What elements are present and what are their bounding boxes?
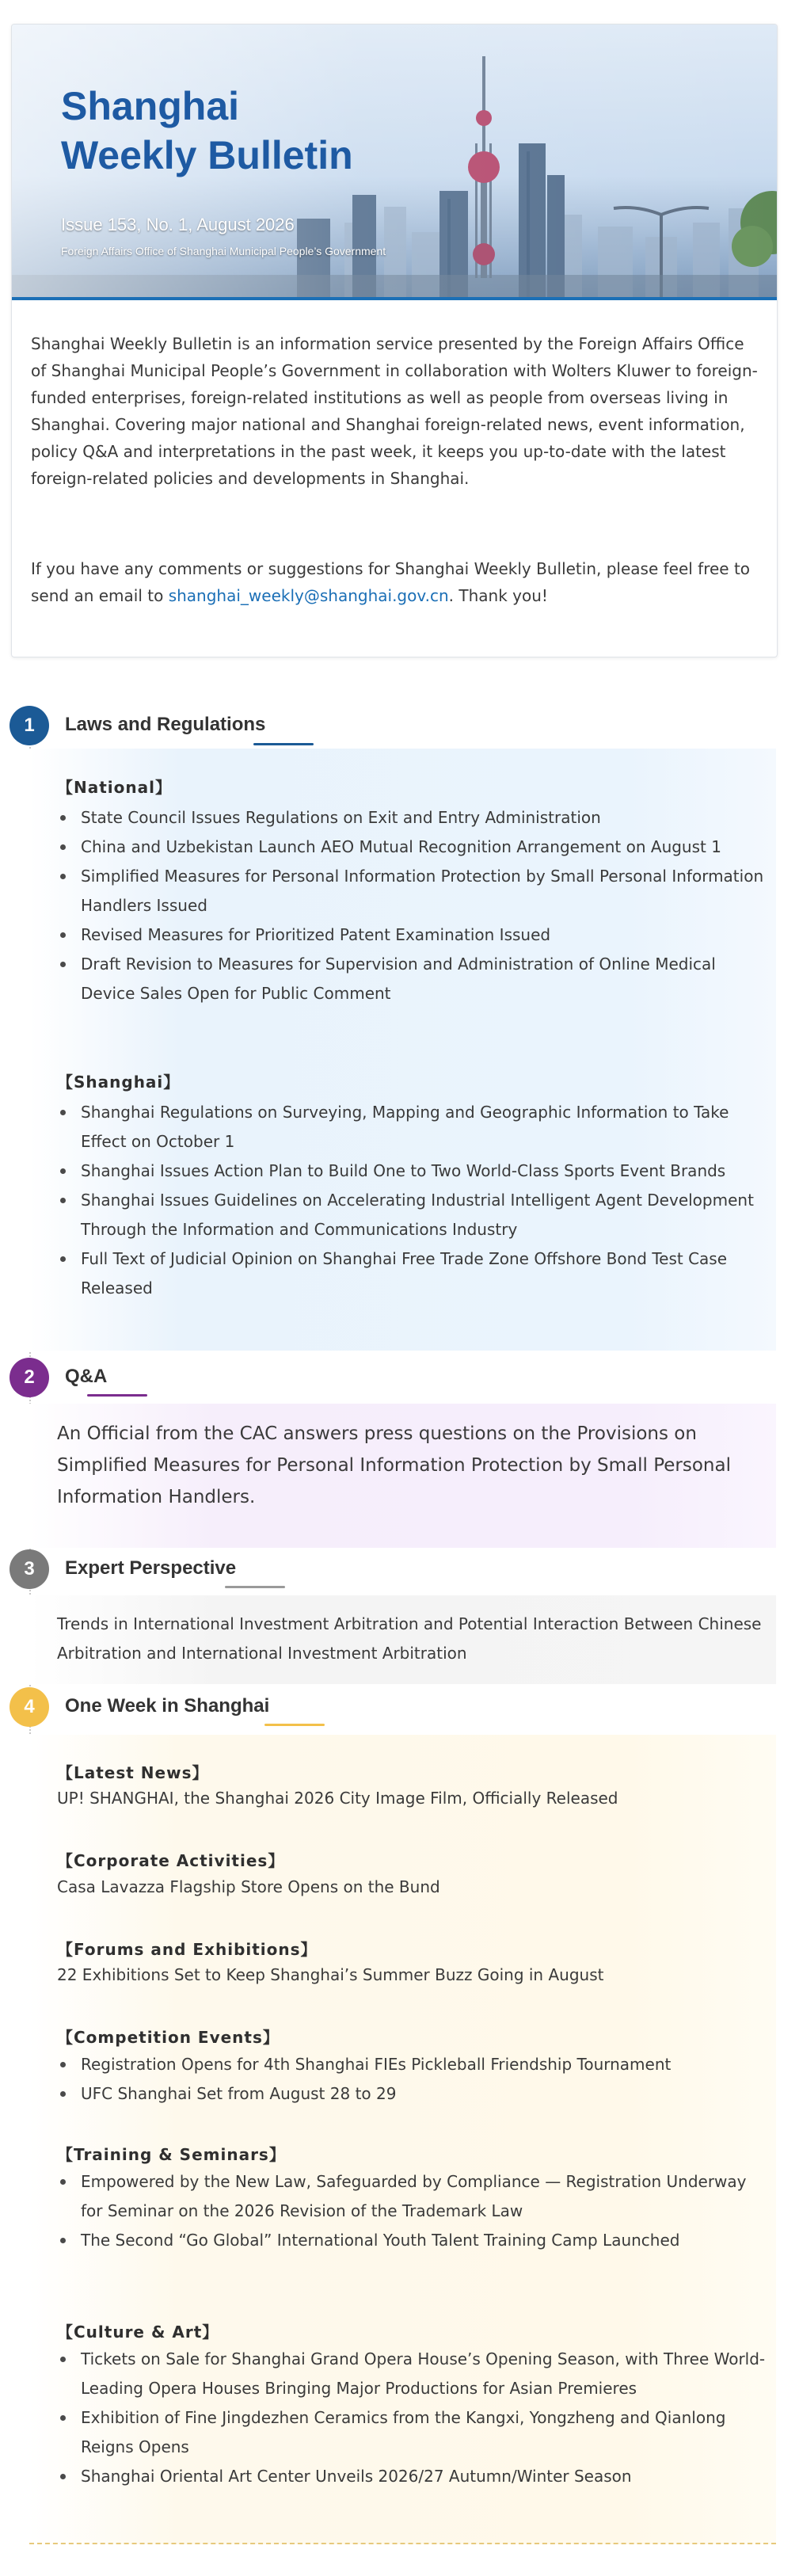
news-item[interactable] [57,2050,770,2079]
news-item[interactable] [57,2345,770,2403]
news-item[interactable] [57,1157,770,1186]
competition-list [57,2050,770,2109]
section-title-underline [87,1394,147,1397]
section-title-underline [253,743,314,745]
news-item-text: Revised Measures for Prioritized Patent Examination Issued [81,925,551,944]
group-heading-corporate: 【Corporate Activities】 [57,1851,285,1870]
news-item[interactable] [57,2462,770,2491]
section-number: 2 [24,1366,35,1388]
news-item[interactable] [57,1186,770,1244]
qa-summary-link[interactable]: An Official from the CAC answers press questions on the Provisions on Simplified Measures for Personal Information Protection by Small Personal Information Handlers. [57,1423,731,1507]
contact-email-link[interactable]: shanghai_weekly@shanghai.gov.cn [168,586,449,605]
latest-news-link[interactable]: UP! SHANGHAI, the Shanghai 2026 City Image Film, Officially Released [57,1789,618,1808]
intro-paragraph: Shanghai Weekly Bulletin is an information service presented by the Foreign Affairs Office of Shanghai Municipal People’s Government in collaboration with Wolters Kluwer to foreign-funded enterprises, foreign-related institutions as well as people from overseas living in Shanghai. Covering major national and Shanghai foreign-related news, event information, policy Q&A and interpretations in the past week, it keeps you up-to-date with the latest foreign-related policies and developments in Shanghai. [31,334,758,488]
news-item-text: Exhibition of Fine Jingdezhen Ceramics from the Kangxi, Yongzheng and Qianlong Reigns Opens [81,2408,726,2456]
news-item-text: Draft Revision to Measures for Supervision and Administration of Online Medical Device Sales Open for Public Comment [81,955,716,1003]
training-list [57,2167,770,2255]
news-item[interactable] [57,803,770,833]
news-item[interactable] [57,2403,770,2462]
section-title-qa: Q&A [65,1366,108,1387]
news-item-text: Shanghai Regulations on Surveying, Mapping and Geographic Information to Take Effect on October 1 [81,1103,729,1151]
section-title-underline [225,1586,285,1588]
news-item-text: Tickets on Sale for Shanghai Grand Opera House’s Opening Season, with Three World-Leading Opera Houses Bringing Major Productions for Asian Premieres [81,2349,766,2398]
banner [12,25,777,300]
section-title-underline [264,1724,325,1726]
bulletin-title-line-2: Weekly Bulletin [61,133,353,177]
group-heading-culture: 【Culture & Art】 [57,2323,219,2342]
shanghai-news-list [57,1098,770,1303]
news-item[interactable] [57,833,770,862]
contact-text-before: If you have any comments or suggestions for Shanghai Weekly Bulletin, please feel free to send an email to [31,559,751,605]
section-number-badge [10,1358,49,1397]
group-heading-training: 【Training & Seminars】 [57,2145,286,2164]
news-item[interactable] [57,2079,770,2109]
section-title-laws: Laws and Regulations [65,714,266,735]
section-number-badge [10,1687,49,1727]
publisher-org: Foreign Affairs Office of Shanghai Municipal People’s Government [61,245,386,257]
contact-text-after: . Thank you! [448,586,548,605]
group-heading-latest-news: 【Latest News】 [57,1763,209,1782]
national-news-list [57,803,770,1008]
news-item-text: Shanghai Issues Action Plan to Build One to Two World-Class Sports Event Brands [81,1161,726,1180]
news-item-text: Shanghai Issues Guidelines on Accelerating Industrial Intelligent Agent Development Through the Information and Communications Industry [81,1191,754,1239]
section-number: 4 [24,1696,35,1717]
forums-news-link[interactable]: 22 Exhibitions Set to Keep Shanghai’s Summer Buzz Going in August [57,1965,604,1984]
news-item[interactable] [57,2167,770,2226]
news-item-text: Simplified Measures for Personal Information Protection by Small Personal Information Handlers Issued [81,867,764,915]
news-item-text: The Second “Go Global” International Youth Talent Training Camp Launched [81,2231,680,2250]
news-item[interactable] [57,862,770,920]
contact-paragraph [31,555,759,609]
corporate-news-link[interactable]: Casa Lavazza Flagship Store Opens on the Bund [57,1877,440,1896]
section-number: 1 [24,714,35,736]
expert-article-link[interactable]: Trends in International Investment Arbitration and Potential Interaction Between Chinese Arbitration and International Investment Arbitration [57,1614,762,1663]
group-heading-forums: 【Forums and Exhibitions】 [57,1940,318,1959]
news-item-text: Shanghai Oriental Art Center Unveils 2026/27 Autumn/Winter Season [81,2467,632,2486]
section-title-one-week: One Week in Shanghai [65,1695,270,1717]
news-item-text: State Council Issues Regulations on Exit and Entry Administration [81,808,601,827]
bulletin-title [61,82,353,180]
group-heading-shanghai: 【Shanghai】 [57,1073,181,1092]
news-item-text: Empowered by the New Law, Safeguarded by Compliance — Registration Underway for Seminar on the 2026 Revision of the Trademark Law [81,2172,747,2220]
section-number: 3 [24,1558,35,1580]
news-item-text: UFC Shanghai Set from August 28 to 29 [81,2084,397,2103]
news-item-text: China and Uzbekistan Launch AEO Mutual Recognition Arrangement on August 1 [81,837,721,856]
news-item[interactable] [57,1098,770,1157]
news-item[interactable] [57,2226,770,2255]
section-number-badge [10,706,49,745]
news-item-text: Registration Opens for 4th Shanghai FIEs Pickleball Friendship Tournament [81,2055,672,2074]
section-title-expert: Expert Perspective [65,1557,237,1579]
bulletin-title-line-1: Shanghai [61,84,240,128]
issue-info: Issue 153, No. 1, August 2026 [61,215,295,234]
banner-divider [12,297,777,300]
section-number-badge [10,1549,49,1589]
news-item[interactable] [57,950,770,1008]
group-heading-competition: 【Competition Events】 [57,2028,280,2047]
news-item-text: Full Text of Judicial Opinion on Shanghai Free Trade Zone Offshore Bond Test Case Released [81,1249,728,1298]
news-item[interactable] [57,1244,770,1303]
intro-card [11,24,778,657]
culture-list [57,2345,770,2491]
news-item[interactable] [57,920,770,950]
group-heading-national: 【National】 [57,778,172,797]
